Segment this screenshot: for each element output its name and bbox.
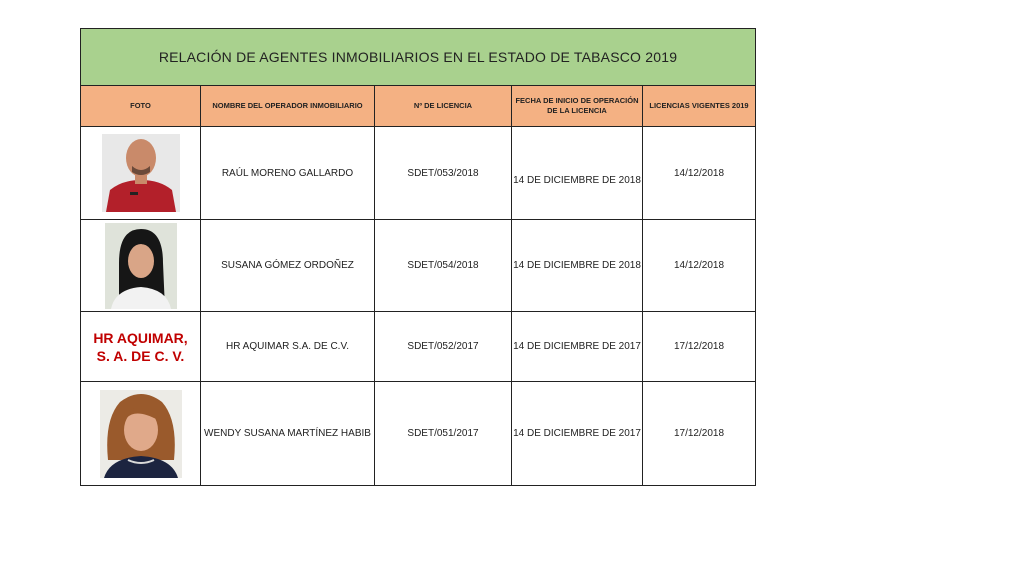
man-portrait-icon — [102, 134, 180, 212]
start-date: 14 DE DICIEMBRE DE 2017 — [512, 382, 643, 485]
agents-table — [80, 28, 756, 486]
valid-license: 17/12/2018 — [673, 428, 725, 439]
company-cell — [81, 312, 201, 382]
photo-cell — [81, 220, 201, 312]
photo-cell — [81, 127, 201, 220]
table-title: RELACIÓN DE AGENTES INMOBILIARIOS EN EL ESTADO DE TABASCO 2019 — [81, 29, 755, 86]
start-date: 14 DE DICIEMBRE DE 2018 — [512, 220, 643, 312]
start-date: 14 DE DICIEMBRE DE 2018 — [512, 127, 643, 220]
operator-name: RAÚL MORENO GALLARDO — [201, 127, 375, 220]
valid-license: 17/12/2018 — [643, 312, 755, 382]
license-number: SDET/054/2018 — [375, 220, 512, 312]
woman-portrait-icon — [105, 223, 177, 309]
valid-license: 14/12/2018 — [643, 127, 755, 220]
operator-name: WENDY SUSANA MARTÍNEZ HABIB — [201, 382, 375, 485]
woman-portrait-icon — [100, 390, 182, 478]
company-name-label: HR AQUIMAR, S. A. DE C. V. — [93, 329, 188, 364]
start-date: 14 DE DICIEMBRE DE 2017 — [512, 312, 643, 382]
license-number: SDET/052/2017 — [375, 312, 512, 382]
header-vigentes: LICENCIAS VIGENTES 2019 — [643, 86, 755, 127]
operator-name: SUSANA GÓMEZ ORDOÑEZ — [201, 220, 375, 312]
header-fecha: FECHA DE INICIO DE OPERACIÓN DE LA LICENCIA — [512, 86, 643, 127]
operator-name: HR AQUIMAR S.A. DE C.V. — [201, 312, 375, 382]
header-foto: FOTO — [81, 86, 201, 127]
photo-cell — [81, 382, 201, 485]
header-nombre: NOMBRE DEL OPERADOR INMOBILIARIO — [201, 86, 375, 127]
valid-license: 14/12/2018 — [643, 220, 755, 312]
license-number: SDET/051/2017 — [375, 382, 512, 485]
license-number: SDET/053/2018 — [375, 127, 512, 220]
header-licencia: Nº DE LICENCIA — [375, 86, 512, 127]
